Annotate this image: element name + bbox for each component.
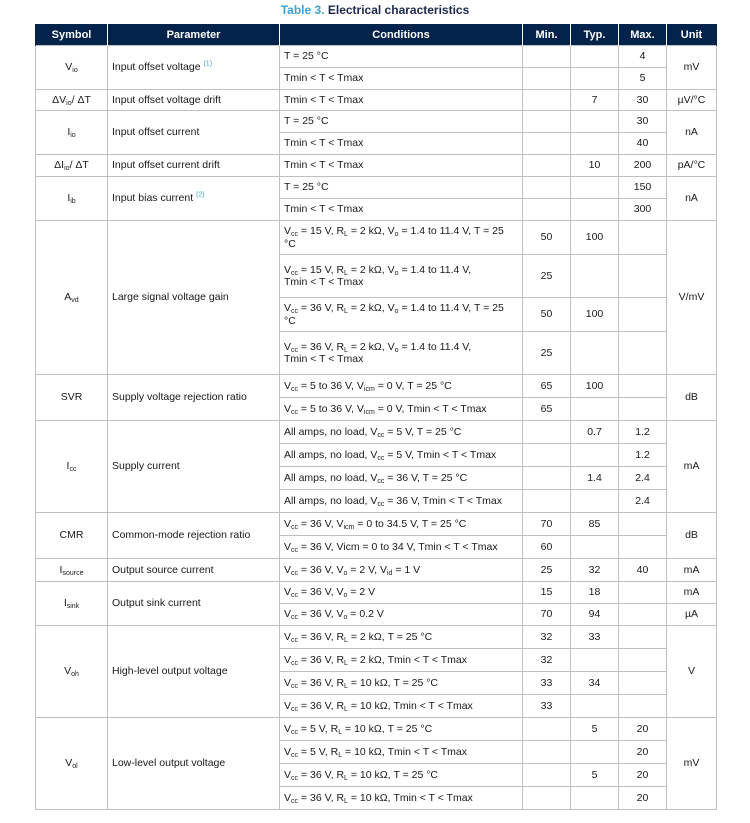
typ-cell: 100: [571, 221, 619, 255]
min-cell: 65: [523, 375, 571, 398]
conditions-cell: $V_{cc} = 36$ V, $V_o = 2$ V, $V_{id} = 1$ V: [280, 559, 523, 582]
conditions-cell: Tmin < T < Tmax: [280, 199, 523, 221]
conditions-cell: $V_{cc} = 36$ V, $R_L = 10$ kΩ, Tmin < T < Tmax: [280, 787, 523, 810]
unit-cell: nA: [667, 111, 717, 155]
typ-cell: 33: [571, 626, 619, 649]
parameter-cell: Supply current: [108, 421, 280, 513]
parameter-cell: Input offset voltage $^{(1)}$: [108, 46, 280, 90]
symbol-cell: $I_{sink}$: [36, 582, 108, 626]
min-cell: 25: [523, 559, 571, 582]
symbol-cell: $V_{io}$: [36, 46, 108, 90]
max-cell: 20: [619, 741, 667, 764]
max-cell: [619, 582, 667, 604]
table-row: [36, 46, 717, 68]
min-cell: 65: [523, 398, 571, 421]
max-cell: 300: [619, 199, 667, 221]
symbol-cell: $I_{cc}$: [36, 421, 108, 513]
min-cell: [523, 199, 571, 221]
conditions-cell: All amps, no load, $V_{cc} = 36$ V, Tmin < T < Tmax: [280, 490, 523, 513]
unit-cell: mA: [667, 421, 717, 513]
typ-cell: [571, 398, 619, 421]
symbol-cell: $V_{ol}$: [36, 718, 108, 810]
unit-cell: nA: [667, 177, 717, 221]
table-row: [36, 513, 717, 536]
unit-cell: µA: [667, 604, 717, 626]
table-header-row: [36, 24, 717, 46]
typ-cell: [571, 332, 619, 375]
conditions-cell: T = 25 °C: [280, 46, 523, 68]
max-cell: [619, 298, 667, 332]
conditions-cell: $V_{cc} = 36$ V, Vicm = 0 to 34 V, Tmin < T < Tmax: [280, 536, 523, 559]
min-cell: 70: [523, 513, 571, 536]
min-cell: 50: [523, 298, 571, 332]
typ-cell: 7: [571, 90, 619, 111]
min-cell: [523, 467, 571, 490]
typ-cell: [571, 255, 619, 298]
typ-cell: [571, 444, 619, 467]
conditions-cell: T = 25 °C: [280, 177, 523, 199]
max-cell: [619, 536, 667, 559]
min-cell: 33: [523, 672, 571, 695]
conditions-cell: $V_{cc} = 5$ to 36 V, $V_{icm} = 0$ V, Tmin < T < Tmax: [280, 398, 523, 421]
conditions-cell: $V_{cc} = 36$ V, $R_L = 2$ kΩ, T = 25 °C: [280, 626, 523, 649]
max-cell: 1.2: [619, 421, 667, 444]
conditions-cell: $V_{cc} = 5$ to 36 V, $V_{icm} = 0$ V, T = 25 °C: [280, 375, 523, 398]
typ-cell: [571, 133, 619, 155]
max-cell: [619, 332, 667, 375]
typ-cell: [571, 68, 619, 90]
unit-cell: mV: [667, 46, 717, 90]
min-cell: 15: [523, 582, 571, 604]
conditions-cell: Tmin < T < Tmax: [280, 155, 523, 177]
conditions-cell: $V_{cc} = 36$ V, $V_o = 0.2$ V: [280, 604, 523, 626]
max-cell: 2.4: [619, 490, 667, 513]
symbol-cell: SVR: [36, 375, 108, 421]
symbol-cell: $I_{ib}$: [36, 177, 108, 221]
typ-cell: [571, 536, 619, 559]
table-row: [36, 221, 717, 255]
conditions-cell: $V_{cc} = 5$ V, $R_L = 10$ kΩ, T = 25 °C: [280, 718, 523, 741]
table-title: Electrical characteristics: [327, 3, 470, 17]
typ-cell: 1.4: [571, 467, 619, 490]
table-body: [36, 46, 717, 810]
table-row: [36, 582, 717, 604]
typ-cell: [571, 695, 619, 718]
table-row: [36, 718, 717, 741]
conditions-cell: All amps, no load, $V_{cc} = 5$ V, T = 25 °C: [280, 421, 523, 444]
header-typ: Typ.: [571, 24, 619, 46]
table-row: [36, 421, 717, 444]
conditions-cell: $V_{cc} = 36$ V, $V_{icm} = 0$ to 34.5 V, T = 25 °C: [280, 513, 523, 536]
max-cell: 1.2: [619, 444, 667, 467]
min-cell: [523, 46, 571, 68]
symbol-cell: $V_{oh}$: [36, 626, 108, 718]
max-cell: 150: [619, 177, 667, 199]
table-row: [36, 177, 717, 199]
max-cell: 30: [619, 90, 667, 111]
max-cell: 40: [619, 559, 667, 582]
conditions-cell: Tmin < T < Tmax: [280, 90, 523, 111]
conditions-cell: $V_{cc} = 36$ V, $R_L = 10$ kΩ, Tmin < T < Tmax: [280, 695, 523, 718]
min-cell: [523, 421, 571, 444]
max-cell: 40: [619, 133, 667, 155]
min-cell: [523, 764, 571, 787]
unit-cell: mA: [667, 559, 717, 582]
table-number: Table 3.: [280, 3, 325, 17]
min-cell: [523, 133, 571, 155]
unit-cell: mV: [667, 718, 717, 810]
min-cell: 25: [523, 255, 571, 298]
unit-cell: dB: [667, 375, 717, 421]
typ-cell: [571, 199, 619, 221]
max-cell: 20: [619, 718, 667, 741]
max-cell: [619, 695, 667, 718]
symbol-cell: CMR: [36, 513, 108, 559]
typ-cell: 94: [571, 604, 619, 626]
max-cell: [619, 672, 667, 695]
max-cell: 2.4: [619, 467, 667, 490]
min-cell: 60: [523, 536, 571, 559]
max-cell: 4: [619, 46, 667, 68]
symbol-cell: $\Delta I_{io}/$ ΔT: [36, 155, 108, 177]
typ-cell: 5: [571, 764, 619, 787]
min-cell: [523, 718, 571, 741]
header-max: Max.: [619, 24, 667, 46]
unit-cell: V/mV: [667, 221, 717, 375]
typ-cell: 5: [571, 718, 619, 741]
max-cell: [619, 513, 667, 536]
typ-cell: 85: [571, 513, 619, 536]
max-cell: [619, 398, 667, 421]
max-cell: 200: [619, 155, 667, 177]
max-cell: [619, 221, 667, 255]
typ-cell: 18: [571, 582, 619, 604]
parameter-cell: Low-level output voltage: [108, 718, 280, 810]
conditions-cell: $V_{cc} = 36$ V, $R_L = 2$ kΩ, $V_o = 1.4$ to 11.4 V, Tmin < T < Tmax: [280, 332, 523, 375]
min-cell: [523, 444, 571, 467]
typ-cell: [571, 111, 619, 133]
min-cell: 32: [523, 626, 571, 649]
header-conditions: Conditions: [280, 24, 523, 46]
conditions-cell: $V_{cc} = 36$ V, $R_L = 10$ kΩ, T = 25 °C: [280, 764, 523, 787]
symbol-cell: $A_{vd}$: [36, 221, 108, 375]
min-cell: [523, 177, 571, 199]
conditions-cell: Tmin < T < Tmax: [280, 133, 523, 155]
conditions-cell: $V_{cc} = 15$ V, $R_L = 2$ kΩ, $V_o = 1.4$ to 11.4 V, Tmin < T < Tmax: [280, 255, 523, 298]
header-symbol: Symbol: [36, 24, 108, 46]
parameter-cell: Common-mode rejection ratio: [108, 513, 280, 559]
min-cell: 50: [523, 221, 571, 255]
table-row: [36, 559, 717, 582]
parameter-cell: Input bias current $^{(2)}$: [108, 177, 280, 221]
min-cell: [523, 68, 571, 90]
parameter-cell: Large signal voltage gain: [108, 221, 280, 375]
min-cell: [523, 90, 571, 111]
max-cell: [619, 626, 667, 649]
max-cell: 20: [619, 787, 667, 810]
unit-cell: V: [667, 626, 717, 718]
min-cell: [523, 741, 571, 764]
table-row: [36, 90, 717, 111]
header-unit: Unit: [667, 24, 717, 46]
parameter-cell: Input offset voltage drift: [108, 90, 280, 111]
parameter-cell: Output sink current: [108, 582, 280, 626]
conditions-cell: $V_{cc} = 36$ V, $R_L = 2$ kΩ, $V_o = 1.4$ to 11.4 V, T = 25 °C: [280, 298, 523, 332]
unit-cell: mA: [667, 582, 717, 604]
max-cell: [619, 649, 667, 672]
parameter-cell: Input offset current: [108, 111, 280, 155]
max-cell: [619, 255, 667, 298]
parameter-cell: Output source current: [108, 559, 280, 582]
min-cell: 70: [523, 604, 571, 626]
typ-cell: 100: [571, 298, 619, 332]
typ-cell: [571, 490, 619, 513]
header-min: Min.: [523, 24, 571, 46]
conditions-cell: Tmin < T < Tmax: [280, 68, 523, 90]
electrical-characteristics-table: [35, 24, 717, 810]
unit-cell: µV/°C: [667, 90, 717, 111]
table-caption: [0, 0, 750, 19]
typ-cell: [571, 741, 619, 764]
table-row: [36, 111, 717, 133]
typ-cell: 10: [571, 155, 619, 177]
min-cell: [523, 111, 571, 133]
conditions-cell: All amps, no load, $V_{cc} = 36$ V, T = 25 °C: [280, 467, 523, 490]
typ-cell: [571, 649, 619, 672]
max-cell: 30: [619, 111, 667, 133]
table-row: [36, 375, 717, 398]
typ-cell: 32: [571, 559, 619, 582]
typ-cell: 34: [571, 672, 619, 695]
conditions-cell: $V_{cc} = 5$ V, $R_L = 10$ kΩ, Tmin < T < Tmax: [280, 741, 523, 764]
table-row: [36, 155, 717, 177]
header-parameter: Parameter: [108, 24, 280, 46]
min-cell: 32: [523, 649, 571, 672]
typ-cell: [571, 177, 619, 199]
min-cell: [523, 155, 571, 177]
max-cell: 5: [619, 68, 667, 90]
typ-cell: 100: [571, 375, 619, 398]
max-cell: [619, 375, 667, 398]
typ-cell: [571, 787, 619, 810]
conditions-cell: $V_{cc} = 36$ V, $R_L = 10$ kΩ, T = 25 °C: [280, 672, 523, 695]
unit-cell: dB: [667, 513, 717, 559]
conditions-cell: $V_{cc} = 36$ V, $R_L = 2$ kΩ, Tmin < T < Tmax: [280, 649, 523, 672]
typ-cell: [571, 46, 619, 68]
min-cell: [523, 787, 571, 810]
parameter-cell: High-level output voltage: [108, 626, 280, 718]
parameter-cell: Input offset current drift: [108, 155, 280, 177]
conditions-cell: $V_{cc} = 36$ V, $V_o = 2$ V: [280, 582, 523, 604]
typ-cell: 0.7: [571, 421, 619, 444]
symbol-cell: $\Delta V_{io}/$ ΔT: [36, 90, 108, 111]
table-row: [36, 626, 717, 649]
symbol-cell: $I_{source}$: [36, 559, 108, 582]
parameter-cell: Supply voltage rejection ratio: [108, 375, 280, 421]
min-cell: 33: [523, 695, 571, 718]
unit-cell: pA/°C: [667, 155, 717, 177]
min-cell: 25: [523, 332, 571, 375]
max-cell: 20: [619, 764, 667, 787]
min-cell: [523, 490, 571, 513]
conditions-cell: T = 25 °C: [280, 111, 523, 133]
symbol-cell: $I_{io}$: [36, 111, 108, 155]
conditions-cell: All amps, no load, $V_{cc} = 5$ V, Tmin < T < Tmax: [280, 444, 523, 467]
max-cell: [619, 604, 667, 626]
conditions-cell: $V_{cc} = 15$ V, $R_L = 2$ kΩ, $V_o = 1.4$ to 11.4 V, T = 25 °C: [280, 221, 523, 255]
